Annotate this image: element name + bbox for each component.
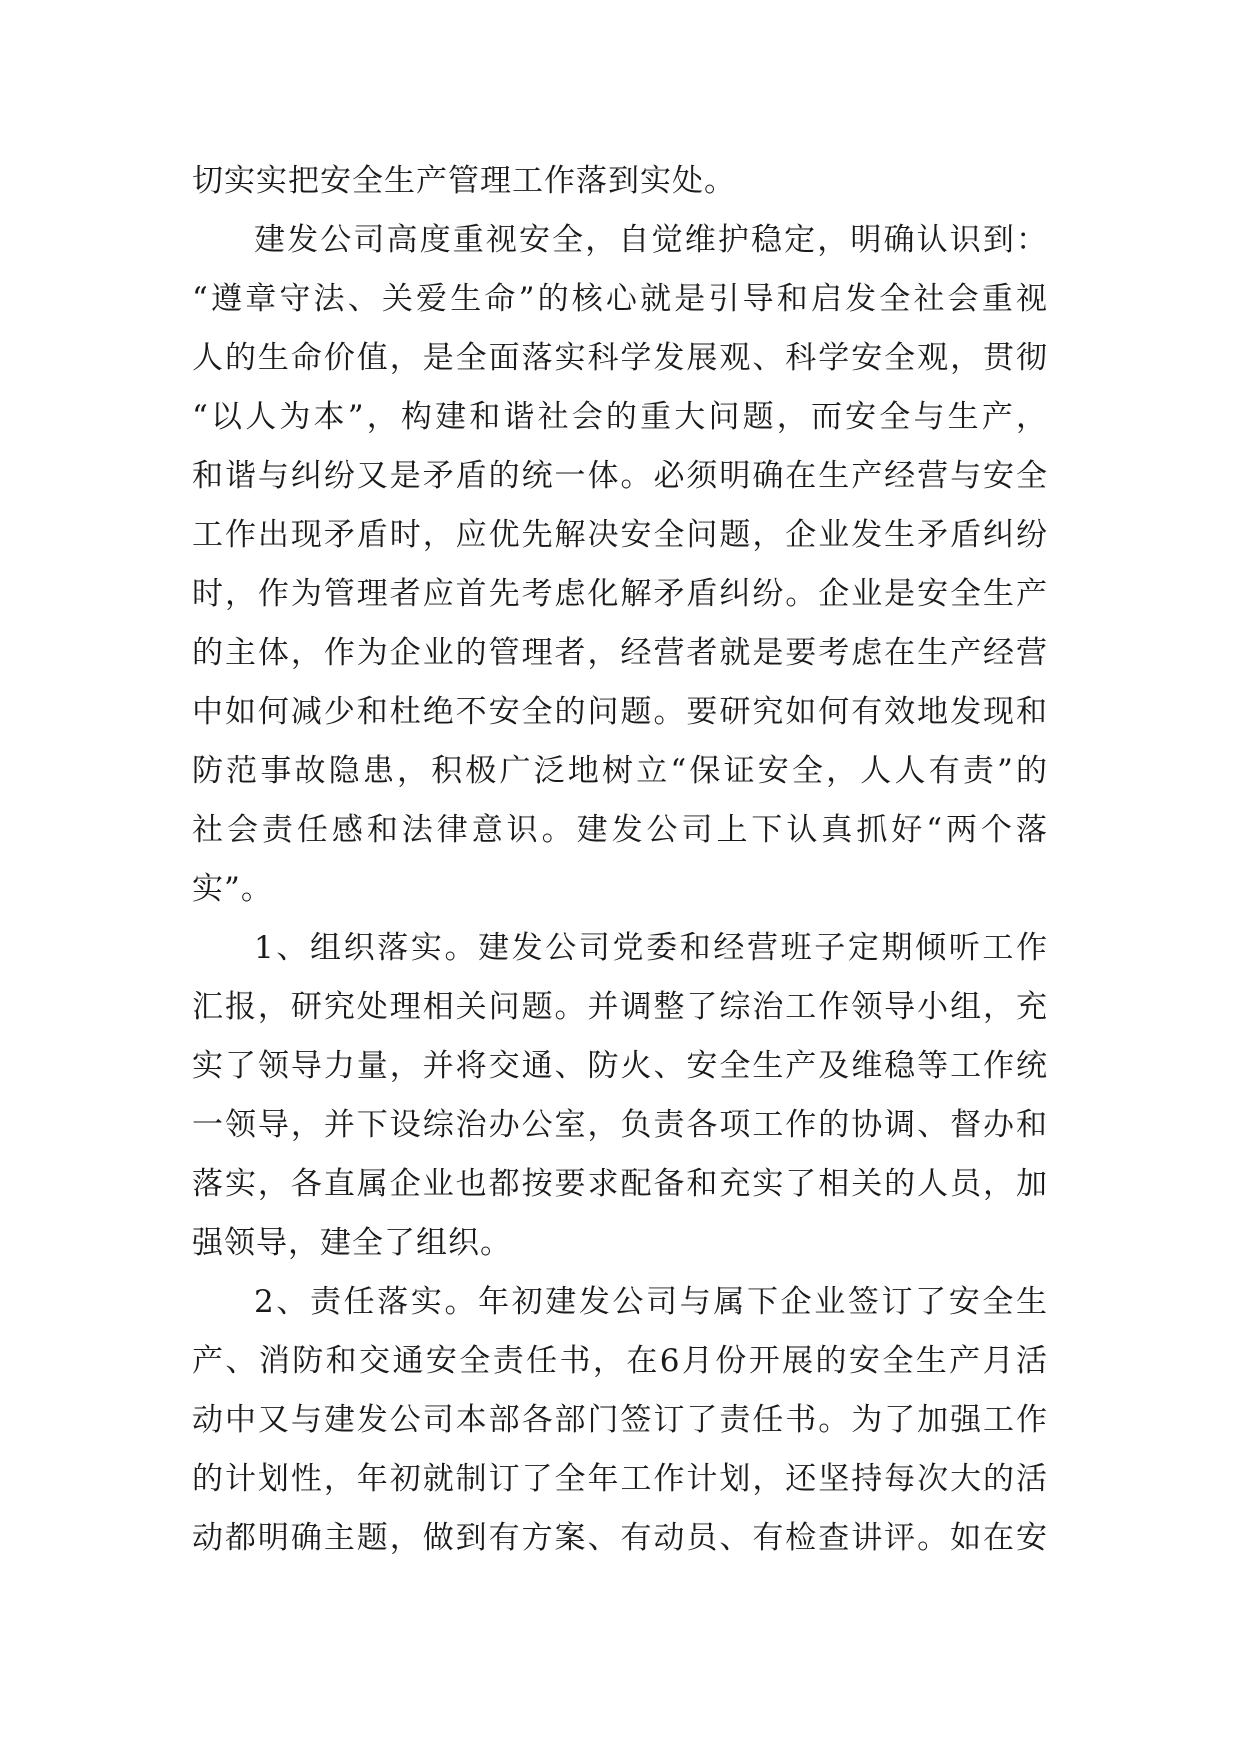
text-line: 防范事故隐患，积极广泛地树立“保证安全，人人有责”的 (192, 753, 1048, 789)
text-line: 动都明确主题，做到有方案、有动员、有检查讲评。如在安 (192, 1520, 1048, 1556)
text-line: 工作出现矛盾时，应优先解决安全问题，企业发生矛盾纠纷 (192, 517, 1048, 553)
text-line: 2、责任落实。年初建发公司与属下企业签订了安全生 (254, 1284, 1048, 1320)
text-line: 实”。 (192, 871, 273, 907)
text-line: 产、消防和交通安全责任书，在6月份开展的安全生产月活 (192, 1343, 1048, 1379)
text-line: “以人为本”，构建和谐社会的重大问题，而安全与生产， (192, 399, 1048, 435)
text-line: 中如何减少和杜绝不安全的问题。要研究如何有效地发现和 (192, 694, 1048, 730)
text-line: 的主体，作为企业的管理者，经营者就是要考虑在生产经营 (192, 635, 1048, 671)
text-line: 和谐与纠纷又是矛盾的统一体。必须明确在生产经营与安全 (192, 458, 1048, 494)
text-line: 建发公司高度重视安全，自觉维护稳定，明确认识到： (254, 222, 1048, 258)
text-line: 强领导，建全了组织。 (192, 1225, 512, 1261)
text-line: 人的生命价值，是全面落实科学发展观、科学安全观，贯彻 (192, 340, 1048, 376)
text-line: 一领导，并下设综治办公室，负责各项工作的协调、督办和 (192, 1107, 1048, 1143)
text-line: 社会责任感和法律意识。建发公司上下认真抓好“两个落 (192, 812, 1048, 848)
text-line: 动中又与建发公司本部各部门签订了责任书。为了加强工作 (192, 1402, 1048, 1438)
text-line: 实了领导力量，并将交通、防火、安全生产及维稳等工作统 (192, 1048, 1048, 1084)
body-text (192, 152, 1048, 1568)
text-line: 切实实把安全生产管理工作落到实处。 (192, 163, 736, 199)
text-line: 的计划性，年初就制订了全年工作计划，还坚持每次大的活 (192, 1461, 1048, 1497)
text-line: 落实，各直属企业也都按要求配备和充实了相关的人员，加 (192, 1166, 1048, 1202)
text-line: 时，作为管理者应首先考虑化解矛盾纠纷。企业是安全生产 (192, 576, 1048, 612)
text-line: 1、组织落实。建发公司党委和经营班子定期倾听工作 (254, 930, 1048, 966)
text-line: “遵章守法、关爱生命”的核心就是引导和启发全社会重视 (192, 281, 1048, 317)
text-line: 汇报，研究处理相关问题。并调整了综治工作领导小组，充 (192, 989, 1048, 1025)
